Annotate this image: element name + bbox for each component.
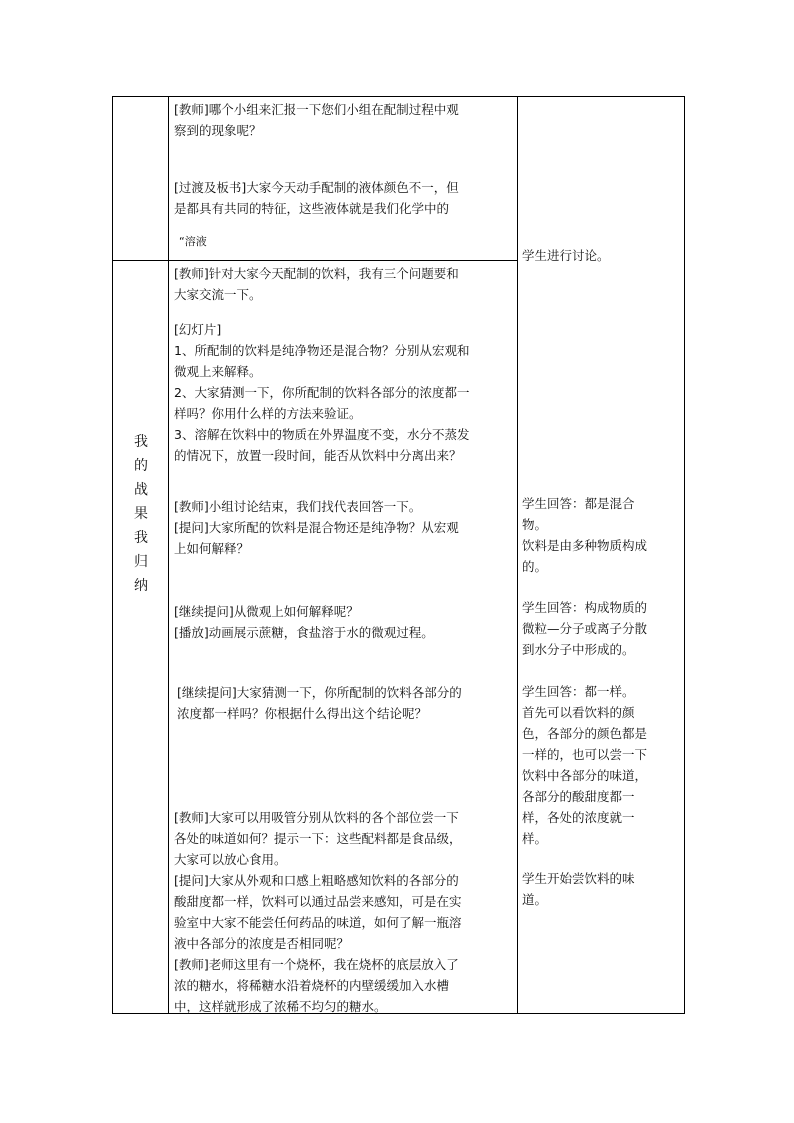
teacher-text-block: [继续提问]从微观上如何解释呢？ [播放]动画展示蔗糖，食盐溶于水的微观过程。 bbox=[174, 604, 434, 640]
student-text-block: 学生回答：都一样。 首先可以看饮料的颜 色，各部分的颜色都是 一样的，也可以尝一下 饮料中各部分的味道， 各部分的酸甜度都一 样，各处的浓度就一 样。 bbox=[522, 684, 648, 846]
teacher-text-block: “溶液 bbox=[179, 235, 207, 248]
student-text-block: 学生回答：都是混合 物。 饮料是由多种物质构成 的。 bbox=[522, 496, 648, 574]
student-text-block: 学生进行讨论。 bbox=[522, 248, 610, 263]
teacher-text-block: [教师]哪个小组来汇报一下您们小组在配制过程中观 察到的现象呢？ bbox=[174, 102, 459, 138]
teacher-text-block: [继续提问]大家猜测一下，你所配制的饮料各部分的 浓度都一样吗？你根据什么得出这个结论呢？ bbox=[177, 685, 462, 721]
section-label-char: 归 bbox=[134, 554, 148, 570]
section-label-char: 果 bbox=[134, 506, 148, 522]
column-divider-right bbox=[517, 97, 518, 1013]
teacher-text-block: [教师]针对大家今天配制的饮料，我有三个问题要和 大家交流一下。 bbox=[174, 266, 459, 302]
section-label-char: 我 bbox=[134, 530, 148, 546]
teacher-text-block: [教师]大家可以用吸管分别从饮料的各个部位尝一下 各处的味道如何？提示一下：这些配料都是食品级， 大家可以放心食用。 [提问]大家从外观和口感上粗略感知饮料的各部分的 酸甜度都一样，饮料可以通过品尝来感知，可是在实 验室中大家不能尝任何药品的味道，如何了解一瓶溶 液中各部分的浓度是否相同呢？ [教师]老师这里有一个烧杯，我在烧杯的底层放入了 浓的糖水，将稀糖水沿着烧杯的内壁缓缓加入水槽 中，这样就形成了浓稀不均匀的糖水。 bbox=[174, 810, 462, 1014]
teacher-text-block: [教师]小组讨论结束，我们找代表回答一下。 [提问]大家所配的饮料是混合物还是纯净物？从宏观 上如何解释？ bbox=[174, 499, 459, 556]
lesson-plan-table bbox=[112, 96, 685, 1014]
teacher-text-block: [过渡及板书]大家今天动手配制的液体颜色不一，但 是都具有共同的特征，这些液体就是我们化学中的 bbox=[174, 180, 459, 216]
section-label-char: 战 bbox=[134, 482, 148, 498]
section-label-char: 纳 bbox=[134, 578, 148, 594]
section-label bbox=[113, 430, 169, 598]
row-divider bbox=[113, 260, 517, 261]
student-text-block: 学生开始尝饮料的味 道。 bbox=[522, 871, 635, 907]
section-label-char: 的 bbox=[134, 458, 148, 474]
section-label-char: 我 bbox=[134, 434, 148, 450]
student-text-block: 学生回答：构成物质的 微粒—分子或离子分散 到水分子中形成的。 bbox=[522, 600, 648, 657]
slide-questions: [幻灯片] 1、所配制的饮料是纯净物还是混合物？分别从宏观和 微观上来解释。 2、大家猜测一下，你所配制的饮料各部分的浓度都一 样吗？你用什么样的方法来验证。 3、溶解在饮料中的物质在外界温度不变，水分不蒸发 的情况下，放置一段时间，能否从饮料中分离出来？ bbox=[174, 322, 470, 463]
